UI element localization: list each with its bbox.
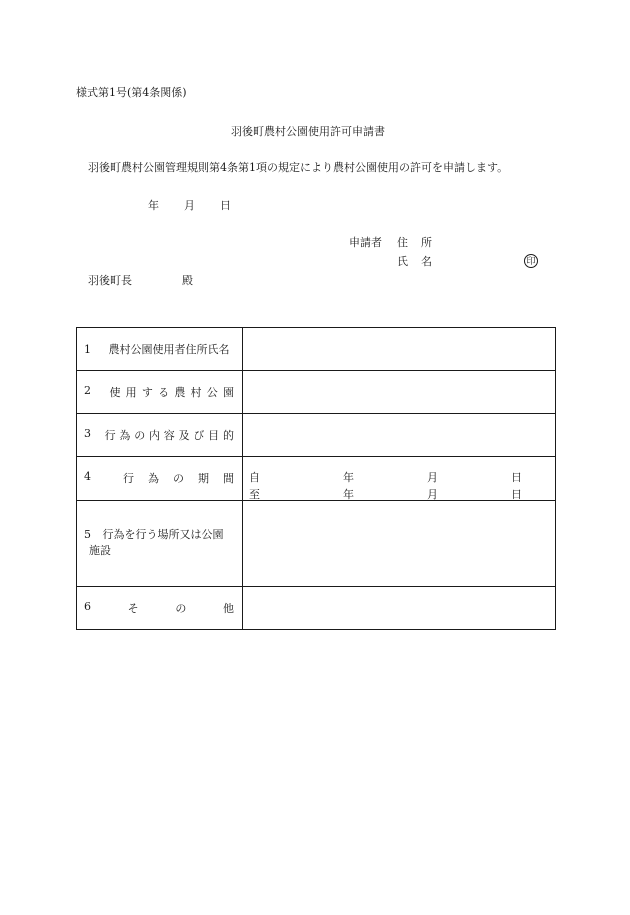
date-month-label: 月 [184, 199, 195, 212]
addressee-title: 羽後町長 [88, 274, 132, 287]
user-address-name-field[interactable] [243, 328, 556, 371]
application-table [76, 327, 556, 630]
row-label: 3 行 為 の 内 容 及 び 目 的 [77, 414, 243, 457]
park-field[interactable] [243, 371, 556, 414]
row-label: 5 行為を行う場所又は公園 施設 [77, 500, 243, 586]
applicant-label: 申請者 [349, 236, 382, 249]
period-from-row: 自 年 月 日 [249, 471, 522, 485]
seal-mark: 印 [524, 254, 538, 268]
address-label-1: 住 [397, 236, 408, 249]
document-title: 羽後町農村公園使用許可申請書 [231, 125, 385, 138]
period-to-row: 至 年 月 日 [249, 488, 522, 502]
name-label-2: 名 [421, 255, 432, 268]
table-row [77, 371, 556, 414]
purpose-field[interactable] [243, 414, 556, 457]
date-day-label: 日 [220, 199, 231, 212]
row-label: 1 農村公園使用者住所氏名 [77, 328, 243, 371]
date-year-label: 年 [148, 199, 159, 212]
table-row [77, 500, 556, 586]
period-field[interactable] [243, 457, 556, 500]
location-field[interactable] [243, 500, 556, 586]
table-row [77, 586, 556, 629]
row-label: 6 そ の 他 [77, 586, 243, 629]
address-label-2: 所 [421, 236, 432, 249]
form-number: 様式第1号(第4条関係) [76, 86, 187, 99]
row-label: 2 使 用 す る 農 村 公 園 [77, 371, 243, 414]
other-field[interactable] [243, 586, 556, 629]
table-row [77, 457, 556, 500]
intro-text: 羽後町農村公園管理規則第4条第1項の規定により農村公園使用の許可を申請します。 [88, 161, 509, 174]
name-label-1: 氏 [397, 255, 408, 268]
table-row [77, 328, 556, 371]
addressee-honorific: 殿 [182, 274, 193, 287]
row-label: 4 行 為 の 期 間 [77, 457, 243, 500]
table-row [77, 414, 556, 457]
